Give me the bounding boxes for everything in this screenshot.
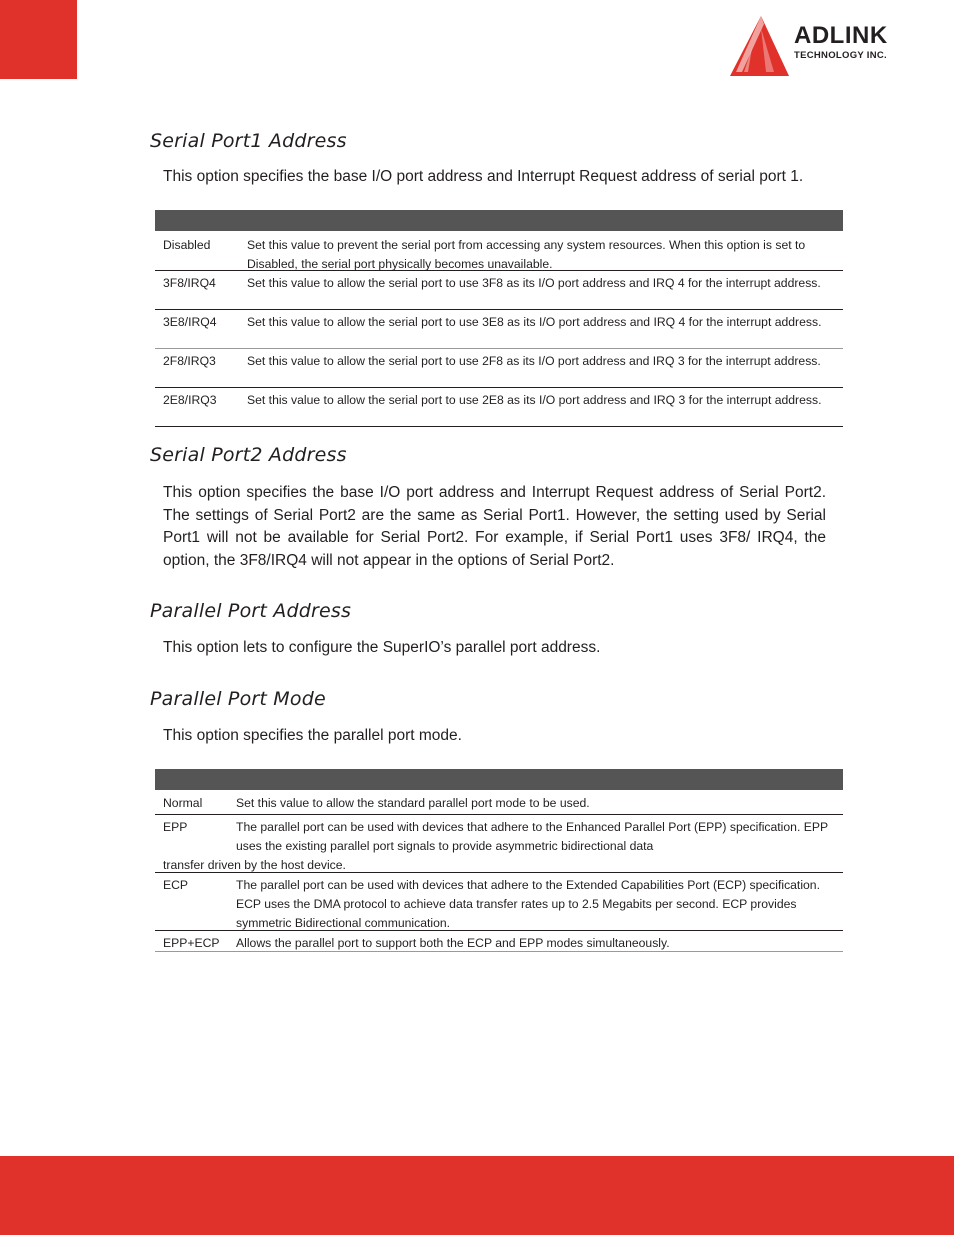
section-title-parallel-port-mode: Parallel Port Mode <box>150 688 326 710</box>
serial-port2-body: This option specifies the base I/O port address and Interrupt Request address of Serial Port2. The settings of Serial Port2 are the same as Serial Port1. However, the setting used by Serial Port1 will not be available for Serial Port2. For example, if Serial Port1 uses 3F8/ IRQ4, the option, the 3F8/IRQ4 will not appear in the options of Serial Port2. <box>163 484 826 569</box>
option-name: EPP <box>163 820 188 834</box>
table-row <box>155 349 843 388</box>
option-name: Disabled <box>163 238 211 252</box>
option-name: EPP+ECP <box>163 936 220 950</box>
triangle-logo-icon <box>728 14 790 78</box>
option-description: Set this value to allow the serial port to use 3E8 as its I/O port address and IRQ 4 for the interrupt address. <box>247 315 822 329</box>
parallel-port-mode-intro: This option specifies the parallel port mode. <box>163 727 462 744</box>
brand-subtitle: TECHNOLOGY INC. <box>794 50 887 61</box>
option-name: 3E8/IRQ4 <box>163 315 217 329</box>
option-description: Set this value to allow the standard parallel port mode to be used. <box>236 796 590 810</box>
parallel-port-address-body: This option lets to configure the SuperIO’s parallel port address. <box>163 639 601 656</box>
option-name: ECP <box>163 878 189 892</box>
table-header-bar <box>155 210 843 231</box>
option-name: 3F8/IRQ4 <box>163 276 216 290</box>
option-description: The parallel port can be used with devices that adhere to the Extended Capabilities Port (ECP) specification. ECP uses the DMA protocol to achieve data transfer rates up to 2.5 Megabits per second. ECP provides symmetric Bidirectional communication. <box>236 878 820 930</box>
section-title-parallel-port-address: Parallel Port Address <box>150 600 352 622</box>
header-corner-block <box>0 0 77 79</box>
serial-port1-options-table <box>155 210 843 427</box>
serial-port1-intro: This option specifies the base I/O port address and Interrupt Request address of serial port 1. <box>163 168 804 185</box>
table-row <box>155 271 843 310</box>
table-row <box>155 388 843 427</box>
table-row <box>155 790 843 815</box>
option-description: Set this value to prevent the serial port from accessing any system resources. When this option is set to Disabled, the serial port physically becomes unavailable. <box>247 238 806 271</box>
section-title-serial-port1: Serial Port1 Address <box>150 130 347 152</box>
footer-band <box>0 1156 954 1235</box>
table-row <box>155 231 843 271</box>
option-name: 2E8/IRQ3 <box>163 393 217 407</box>
option-description <box>155 815 843 877</box>
table-row <box>155 873 843 931</box>
option-name: 2F8/IRQ3 <box>163 354 216 368</box>
brand-name: ADLINK <box>794 22 888 49</box>
section-title-serial-port2: Serial Port2 Address <box>150 444 347 466</box>
option-description-continuation: transfer driven by the host device. <box>163 858 346 872</box>
table-row <box>155 815 843 873</box>
parallel-mode-options-table <box>155 769 843 952</box>
table-row <box>155 931 843 952</box>
table-row <box>155 310 843 349</box>
option-description: Set this value to allow the serial port to use 3F8 as its I/O port address and IRQ 4 for the interrupt address. <box>247 276 821 290</box>
option-name: Normal <box>163 796 203 810</box>
option-description: Set this value to allow the serial port to use 2F8 as its I/O port address and IRQ 3 for the interrupt address. <box>247 354 821 368</box>
option-description: Set this value to allow the serial port to use 2E8 as its I/O port address and IRQ 3 for the interrupt address. <box>247 393 822 407</box>
adlink-logo <box>728 14 928 78</box>
option-description-text: The parallel port can be used with devices that adhere to the Enhanced Parallel Port (EPP) specification. EPP uses the existing parallel port signals to provide asymmetric bidirectional data <box>236 820 828 853</box>
option-description: Allows the parallel port to support both the ECP and EPP modes simultaneously. <box>236 936 670 950</box>
table-header-bar <box>155 769 843 790</box>
